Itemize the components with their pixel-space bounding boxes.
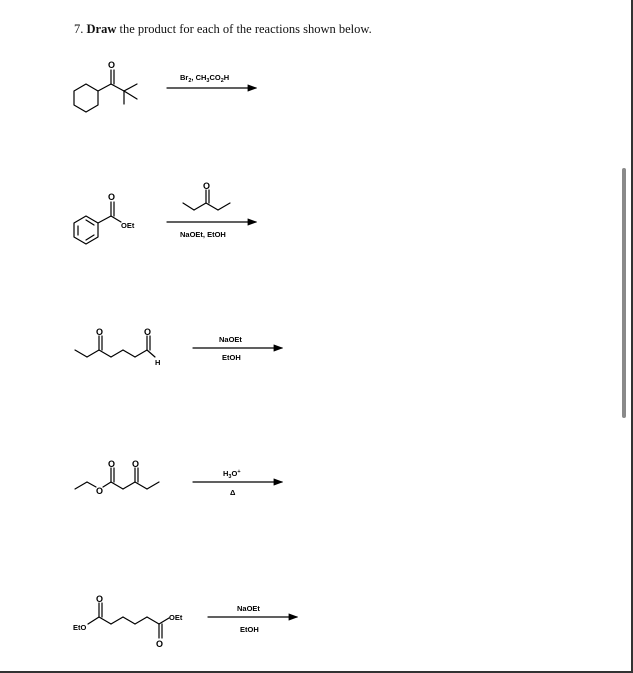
reaction-4-reactant <box>75 459 159 496</box>
reaction-5-base: NaOEt <box>237 604 260 613</box>
oxygen-atom: O <box>132 459 140 469</box>
question-text: the product for each of the reactions shown below. <box>116 22 372 36</box>
reaction-1-reagents <box>180 73 229 84</box>
reaction-2-reactant <box>74 192 135 244</box>
reagent-br2-acoh: $Br_2$, $CH_3CO_2H$ <box>180 73 230 84</box>
oxygen-atom: O <box>108 192 116 202</box>
ethoxy-left-label: EtO <box>73 623 87 632</box>
oxygen-atom: O <box>96 486 104 496</box>
oxygen-atom: O <box>203 181 211 191</box>
oxygen-atom: O <box>108 60 116 70</box>
ethoxy-right-label: OEt <box>169 613 183 622</box>
reaction-3-reactant <box>75 327 160 367</box>
aldehyde-h-label: H <box>155 358 161 367</box>
vertical-scrollbar[interactable] <box>622 168 626 418</box>
reaction-4-heat: Δ <box>230 488 236 497</box>
reaction-1-reactant <box>74 60 137 112</box>
reaction-5-reactant <box>73 594 183 649</box>
reaction-5-solvent: EtOH <box>240 625 259 634</box>
reaction-2-conditions: NaOEt, EtOH <box>180 230 226 239</box>
reaction-3-solvent: EtOH <box>222 353 241 362</box>
oxygen-atom: O <box>156 639 164 649</box>
oxygen-atom: O <box>144 327 152 337</box>
question-bold-word: Draw <box>86 22 117 36</box>
ethoxy-label: OEt <box>121 221 135 230</box>
reaction-4-acid: $H_3O^+$ <box>223 469 241 480</box>
oxygen-atom: O <box>108 459 116 469</box>
question-number: 7. <box>74 22 84 36</box>
oxygen-atom: O <box>96 327 104 337</box>
oxygen-atom: O <box>96 594 104 604</box>
reaction-3-base: NaOEt <box>219 335 242 344</box>
reaction-2-reagent-ketone <box>183 181 230 210</box>
